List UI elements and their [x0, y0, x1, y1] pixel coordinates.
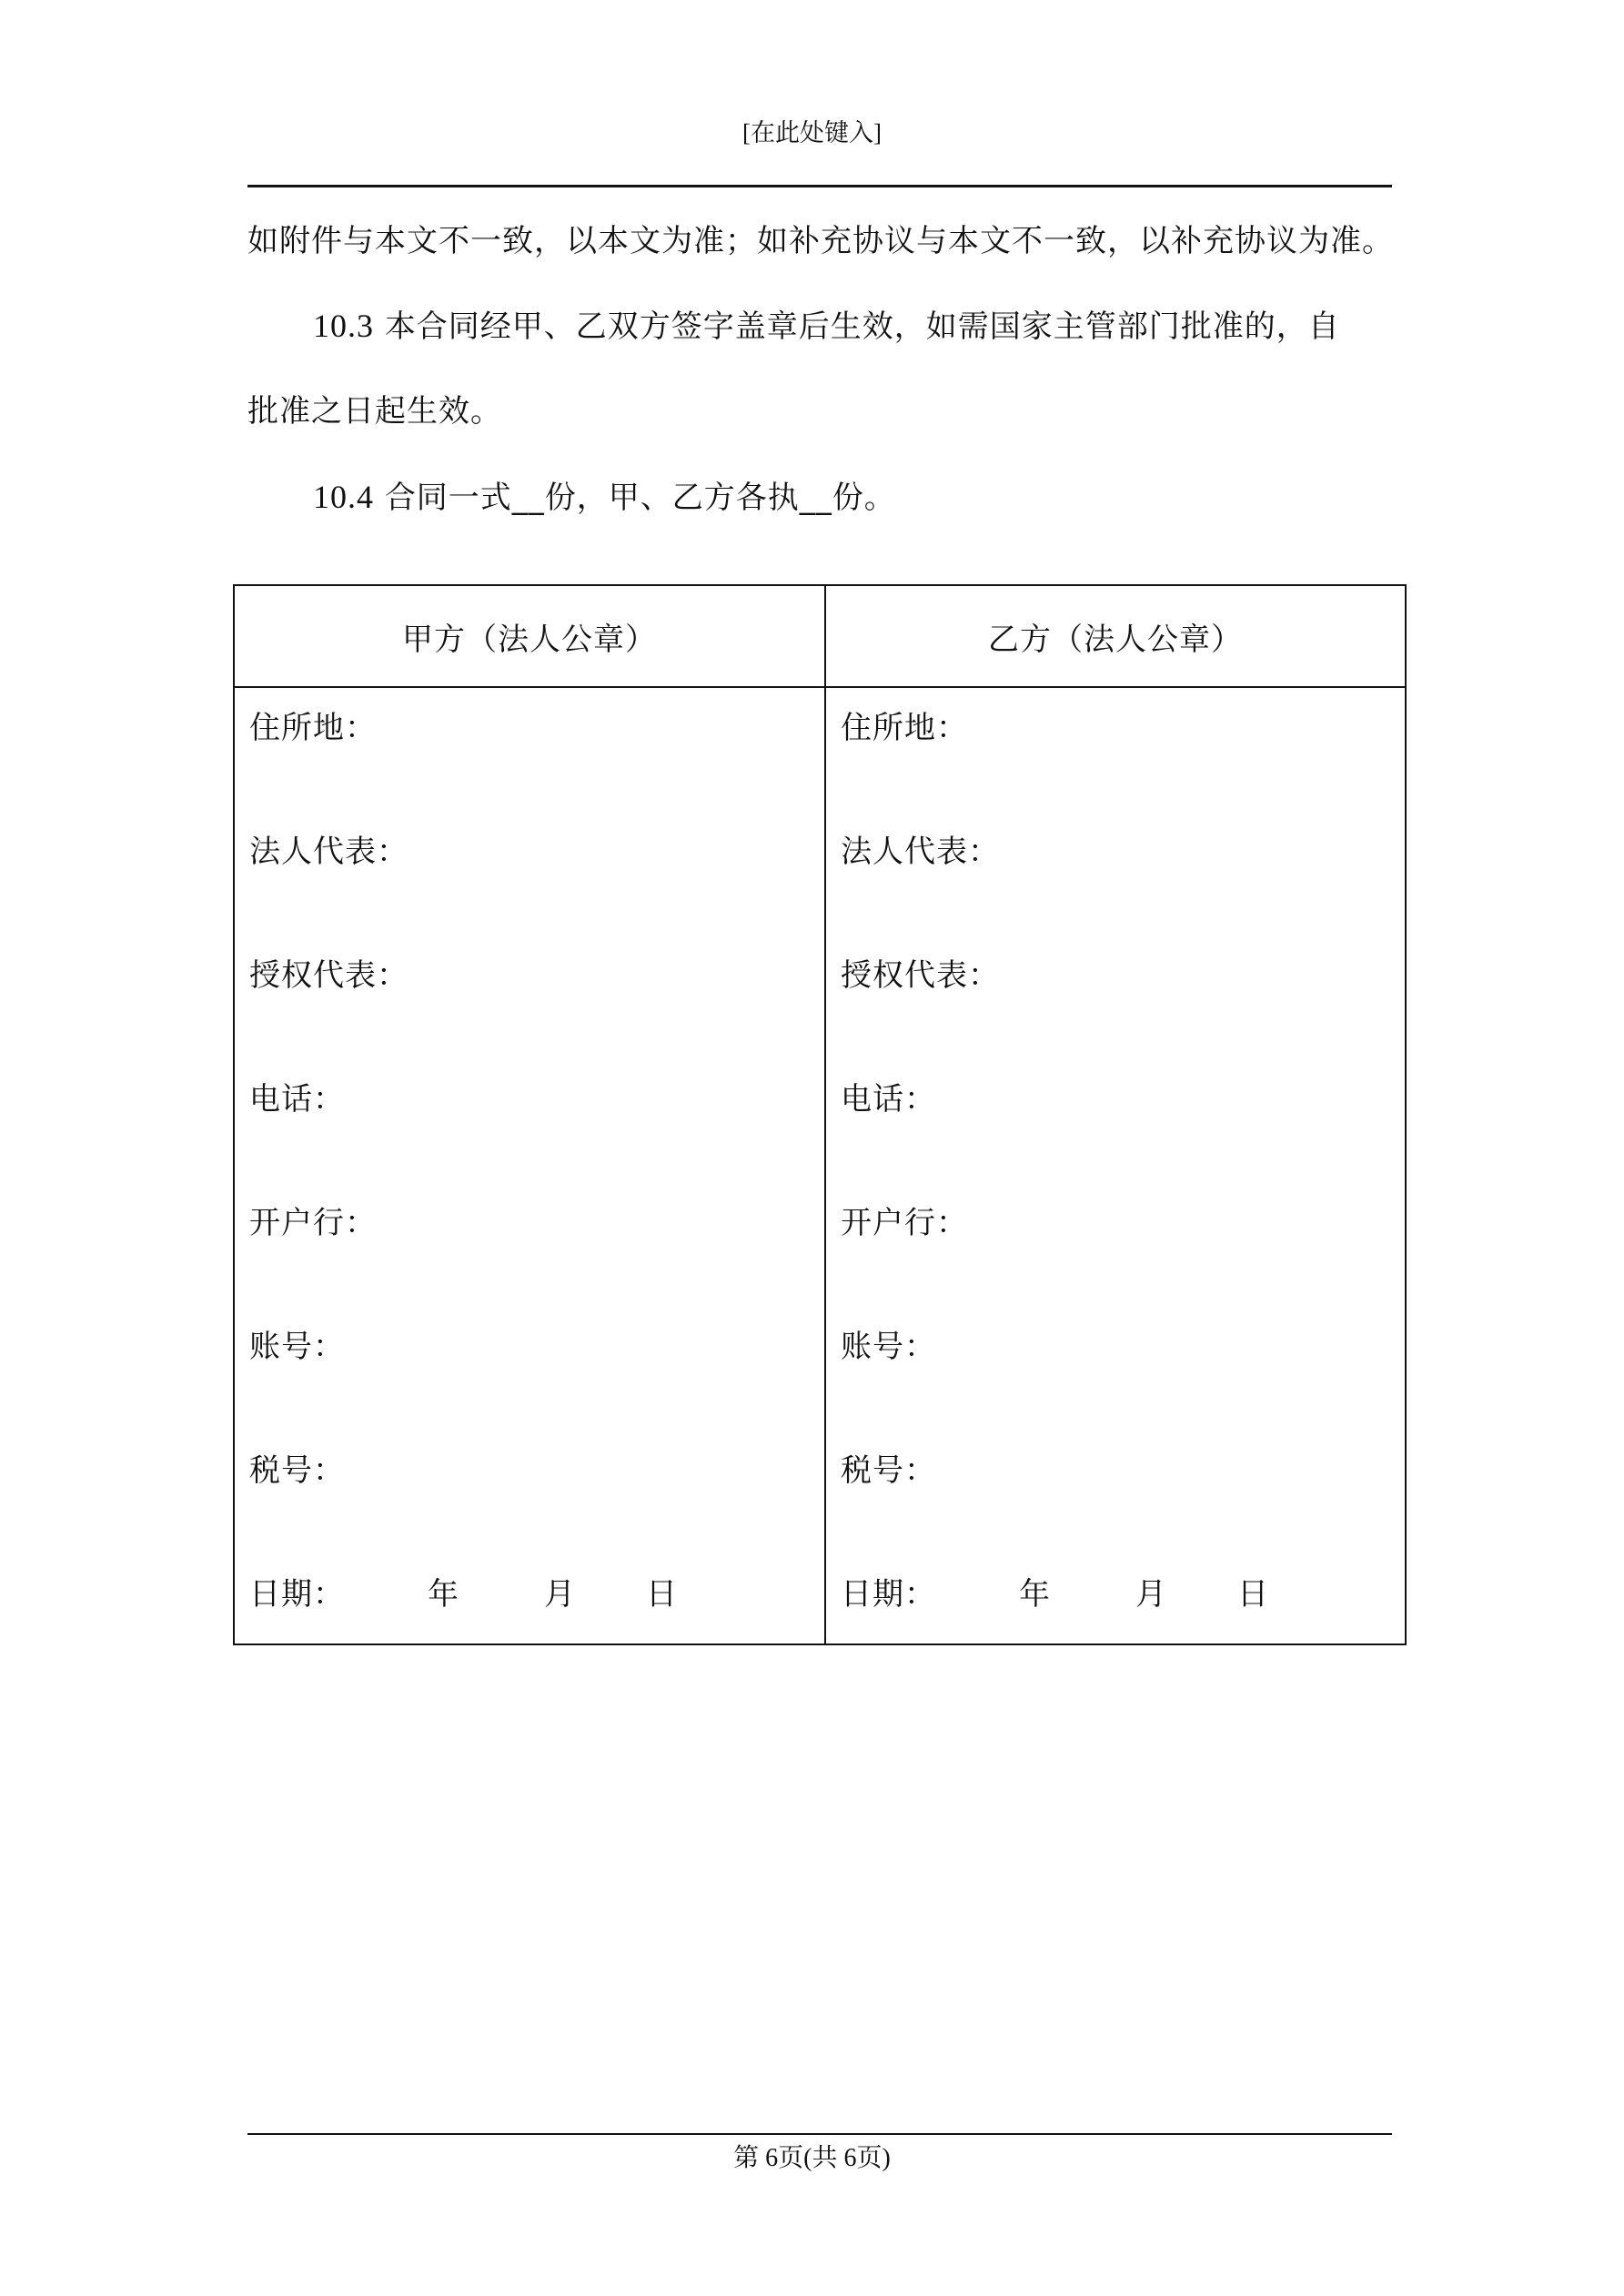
clause-10-3-continuation: 批准之日起生效。 [247, 393, 502, 430]
party-a-heading: 甲方（法人公章） [402, 621, 657, 658]
footer-divider [247, 2133, 1392, 2135]
party-b-authorized-rep-label: 授权代表： [841, 957, 1000, 994]
month-label: 月 [1135, 1576, 1167, 1613]
party-a-phone-label: 电话： [249, 1081, 345, 1118]
party-b-bank-label: 开户行： [841, 1205, 968, 1241]
date-label: 日期： [841, 1576, 936, 1613]
party-b-tax-id-label: 税号： [841, 1452, 936, 1489]
clause-number: 10.4 [313, 479, 374, 515]
clause-10-3 [313, 304, 1340, 349]
date-label: 日期： [249, 1576, 345, 1613]
header-divider [247, 185, 1392, 187]
day-label: 日 [646, 1576, 678, 1613]
clause-text: 合同一式__份，甲、乙方各执__份。 [384, 480, 896, 516]
party-a-date-row [249, 1573, 678, 1616]
party-a-account-label: 账号： [249, 1329, 345, 1365]
party-b-phone-label: 电话： [841, 1081, 936, 1118]
party-a-tax-id-label: 税号： [249, 1452, 345, 1489]
day-label: 日 [1237, 1576, 1269, 1613]
month-label: 月 [544, 1576, 576, 1613]
clause-10-4 [313, 475, 896, 520]
year-label: 年 [1019, 1576, 1051, 1613]
party-b-heading: 乙方（法人公章） [988, 621, 1243, 658]
party-b-account-label: 账号： [841, 1329, 936, 1365]
column-divider [824, 586, 826, 1644]
page-header: [在此处键入] [742, 119, 882, 147]
year-label: 年 [428, 1576, 459, 1613]
signature-table [233, 584, 1407, 1645]
party-b-legal-rep-label: 法人代表： [841, 834, 1000, 870]
page-number: 第 6页(共 6页) [733, 2144, 891, 2172]
party-a-authorized-rep-label: 授权代表： [249, 957, 409, 994]
clause-number: 10.3 [313, 308, 374, 344]
clause-text: 本合同经甲、乙双方签字盖章后生效，如需国家主管部门批准的，自 [384, 308, 1340, 345]
party-b-date-row [841, 1573, 1269, 1616]
party-a-legal-rep-label: 法人代表： [249, 834, 409, 870]
party-a-bank-label: 开户行： [249, 1205, 377, 1241]
party-a-address-label: 住所地： [249, 710, 377, 746]
party-b-address-label: 住所地： [841, 710, 968, 746]
paragraph-attachment-precedence: 如附件与本文不一致，以本文为准；如补充协议与本文不一致，以补充协议为准。 [247, 223, 1394, 259]
